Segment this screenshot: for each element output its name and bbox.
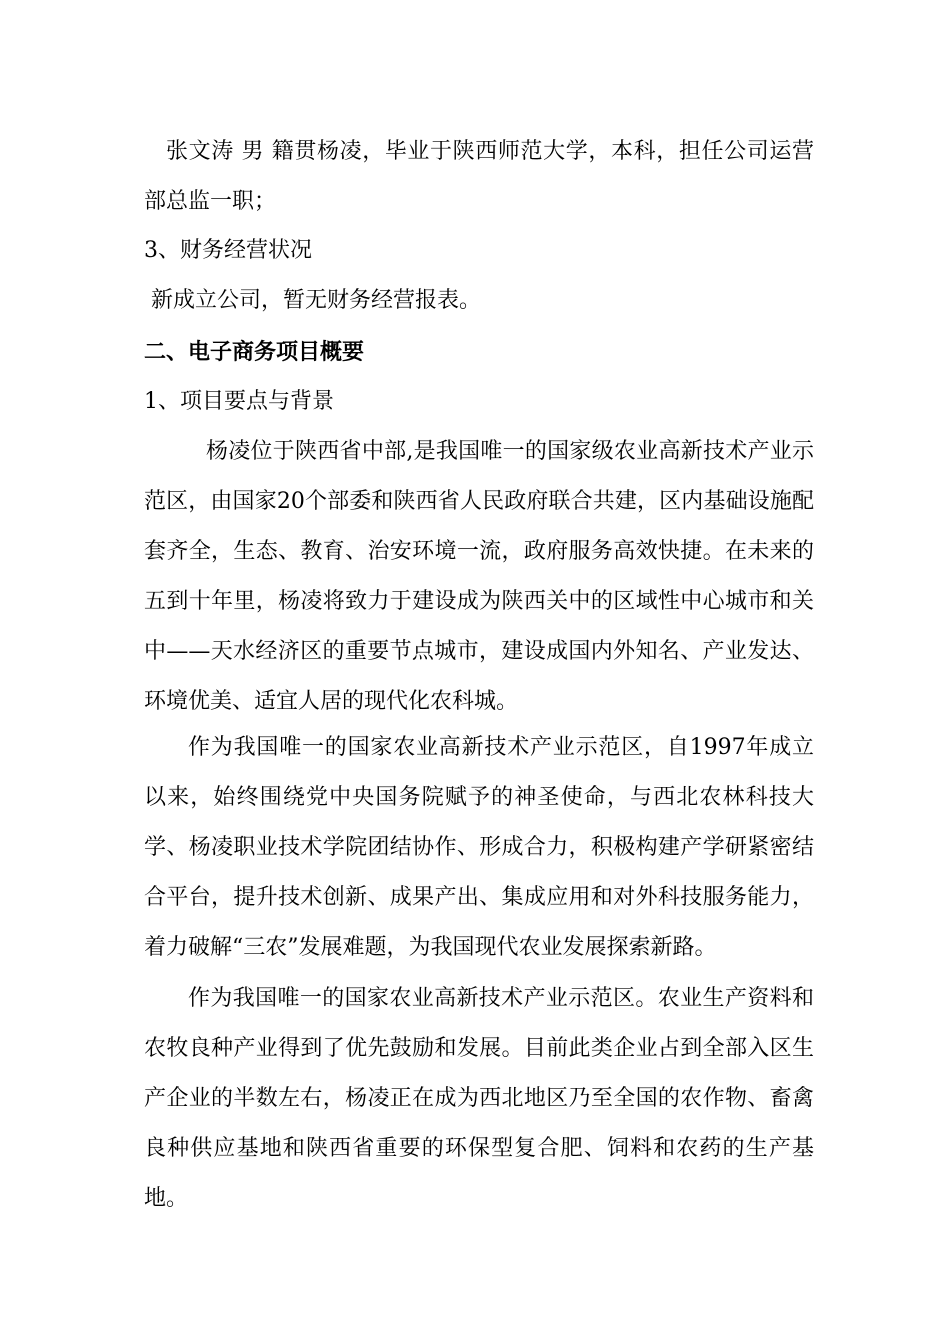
chapter-heading: 二、电子商务项目概要	[144, 339, 365, 365]
background-paragraph-1: 杨凌位于陕西省中部,是我国唯一的国家级农业高新技术产业示范区，由国家20个部委和陕西省人民政府联合共建，区内基础设施配套齐全，生态、教育、治安环境一流，政府服务高效快捷。在未来的五到十年里，杨凌将致力于建设成为陕西关中的区域性中心城市和关中——天水经济区的重要节点城市，建设成国内外知名、产业发达、环境优美、适宜人居的现代化农科城。	[144, 439, 814, 714]
financial-status-paragraph: 新成立公司，暂无财务经营报表。	[151, 288, 482, 313]
section-background-title: 1、项目要点与背景	[144, 389, 334, 414]
staff-intro-paragraph: 张文涛 男 籍贯杨凌，毕业于陕西师范大学，本科，担任公司运营部总监一职；	[144, 139, 814, 214]
background-paragraph-2: 作为我国唯一的国家农业高新技术产业示范区，自1997年成立以来，始终围绕党中央国务院赋予的神圣使命，与西北农林科技大学、杨凌职业技术学院团结协作、形成合力，积极构建产学研紧密结合平台，提升技术创新、成果产出、集成应用和对外科技服务能力，着力破解“三农”发展难题，为我国现代农业发展探索新路。	[144, 735, 814, 960]
background-paragraph-3: 作为我国唯一的国家农业高新技术产业示范区。农业生产资料和农牧良种产业得到了优先鼓励和发展。目前此类企业占到全部入区生产企业的半数左右，杨凌正在成为西北地区乃至全国的农作物、畜禽良种供应基地和陕西省重要的环保型复合肥、饲料和农药的生产基地。	[144, 986, 814, 1211]
section-financial-status-title: 3、财务经营状况	[144, 238, 312, 263]
